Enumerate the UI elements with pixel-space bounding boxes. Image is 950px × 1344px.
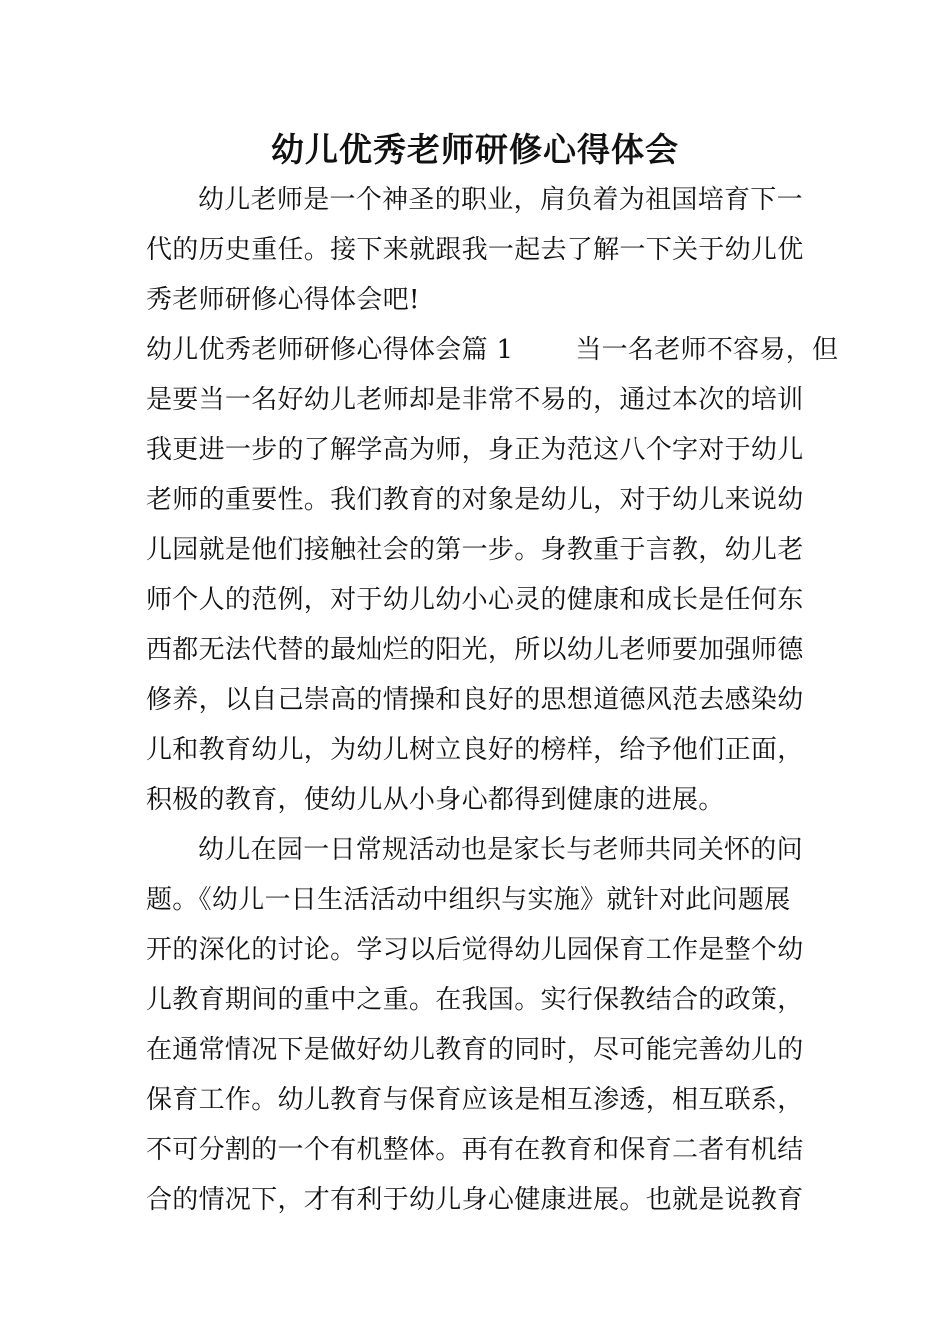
- paragraph2-line: 题。《幼儿一日生活活动中组织与实施》就针对此问题展: [146, 885, 791, 915]
- paragraph1-line: 积极的教育，使幼儿从小身心都得到健康的进展。: [146, 785, 725, 815]
- paragraph2-line: 儿教育期间的重中之重。在我国。实行保教结合的政策，: [146, 985, 804, 1015]
- section-heading-line: [146, 324, 838, 376]
- paragraph1-line: 是要当一名好幼儿老师却是非常不易的，通过本次的培训: [146, 385, 804, 415]
- paragraph1-line: 西都无法代替的最灿烂的阳光，所以幼儿老师要加强师德: [146, 635, 804, 665]
- paragraph1-line: 修养，以自己崇高的情操和良好的思想道德风范去感染幼: [146, 685, 804, 715]
- section-heading: 幼儿优秀老师研修心得体会篇 1: [146, 335, 514, 365]
- paragraph-text: 当一名老师不容易，但: [575, 335, 839, 365]
- paragraph2-line: 幼儿在园一日常规活动也是家长与老师共同关怀的问: [198, 835, 803, 865]
- paragraph1-line: 师个人的范例，对于幼儿幼小心灵的健康和成长是任何东: [146, 585, 804, 615]
- paragraph2-line: 在通常情况下是做好幼儿教育的同时，尽可能完善幼儿的: [146, 1035, 804, 1065]
- paragraph1-line: 老师的重要性。我们教育的对象是幼儿，对于幼儿来说幼: [146, 485, 804, 515]
- document-title: 幼儿优秀老师研修心得体会: [271, 130, 679, 169]
- paragraph2-line: 保育工作。幼儿教育与保育应该是相互渗透，相互联系，: [146, 1085, 804, 1115]
- paragraph1-line: 儿园就是他们接触社会的第一步。身教重于言教，幼儿老: [146, 535, 804, 565]
- intro-line: 幼儿老师是一个神圣的职业，肩负着为祖国培育下一: [198, 185, 803, 215]
- paragraph2-line: 合的情况下，才有利于幼儿身心健康进展。也就是说教育: [146, 1185, 804, 1215]
- paragraph2-line: 不可分割的一个有机整体。再有在教育和保育二者有机结: [146, 1135, 804, 1165]
- paragraph1-line: 儿和教育幼儿，为幼儿树立良好的榜样，给予他们正面，: [146, 735, 804, 765]
- paragraph1-line: 我更进一步的了解学高为师，身正为范这八个字对于幼儿: [146, 435, 804, 465]
- intro-line: 秀老师研修心得体会吧!: [146, 285, 420, 315]
- paragraph2-line: 开的深化的讨论。学习以后觉得幼儿园保育工作是整个幼: [146, 935, 804, 965]
- intro-line: 代的历史重任。接下来就跟我一起去了解一下关于幼儿优: [146, 235, 804, 265]
